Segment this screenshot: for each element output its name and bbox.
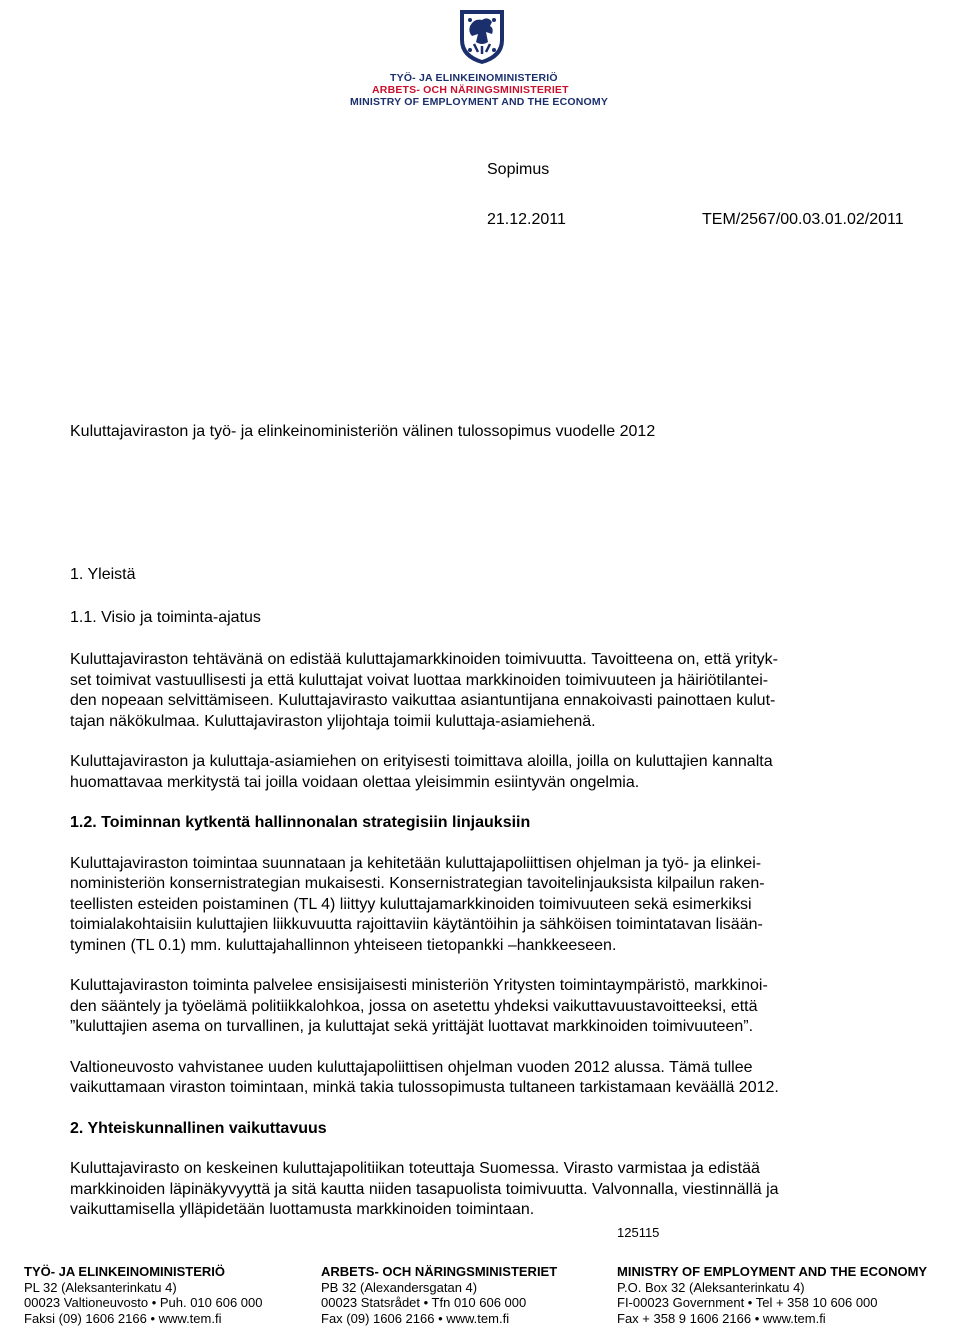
footer-sv-line: PB 32 (Alexandersgatan 4) [321,1279,478,1295]
text-line: den nopeaan selvittämiseen. Kuluttajavirasto vaikuttaa asiantuntijana ennakoivasti painottaen kulut- [70,692,776,709]
lion-coat-of-arms-icon [456,6,508,66]
heading-2: 2. Yhteiskunnallinen vaikuttavuus [70,1119,327,1137]
text-line: den sääntely ja työelämä politiikkalohkoa, jossa on asetettu yhdeksi vaikuttavuustavoitteeksi, että [70,997,758,1015]
text-line: Kuluttajaviraston toimintaa suunnataan ja kehitetään kuluttajapoliittisen ohjelman ja työ- ja elinkei- [70,854,762,872]
text-line: Valtioneuvosto vahvistanee uuden kuluttajapoliittisen ohjelman vuoden 2012 alussa. Tämä tullee [70,1058,753,1076]
text-line: toimialakohtaisiin kuluttajien liikkuvuutta rajoittaviin käytäntöihin ja sähköisen toimintatavan lisään- [70,916,763,933]
text-line: tyminen (TL 0.1) mm. kuluttajahallinnon yhteiseen tietopankki –hankkeeseen. [70,936,617,954]
text-line: markkinoiden läpinäkyvyyttä ja sitä kautta niiden tasapuolista toimivuutta. Valvonnalla, viestinnällä ja [70,1180,779,1198]
paragraph-1-2-c [70,1058,860,1099]
text-line: set toimivat vastuullisesti ja että kuluttajat voivat luottaa markkinoiden toimivuuteen ja häiriötilantei- [70,671,769,689]
text-line: vaikuttamisella ylläpidetään luottamusta markkinoiden toimintaan. [70,1201,535,1218]
page-number: 125115 [617,1225,660,1240]
heading-1-1: 1.1. Visio ja toiminta-ajatus [70,608,261,626]
footer-en-line: Fax + 358 9 1606 2166 • www.tem.fi [617,1310,826,1326]
text-line: noministeriön konsernistrategian mukaisesti. Konsernistrategian tavoitelinjauksista kilpailun raken- [70,875,765,892]
logo-line-fi: TYÖ- JA ELINKEINOMINISTERIÖ [390,72,558,84]
footer-en [617,1264,927,1326]
paragraph-1-1-a [70,650,860,732]
footer-fi [24,1264,263,1326]
footer-en-line: P.O. Box 32 (Aleksanterinkatu 4) [617,1279,805,1295]
paragraph-1-2-b [70,976,860,1038]
footer-sv-name: ARBETS- OCH NÄRINGSMINISTERIET [321,1264,558,1279]
heading-1: 1. Yleistä [70,566,136,583]
paragraph-2-a [70,1159,860,1221]
footer-sv-line: 00023 Statsrådet • Tfn 010 606 000 [321,1295,527,1311]
footer-en-line: FI-00023 Government • Tel + 358 10 606 000 [617,1295,878,1311]
document-title: Kuluttajaviraston ja työ- ja elinkeinoministeriön välinen tulossopimus vuodelle 2012 [70,423,656,440]
footer-fi-line: Faksi (09) 1606 2166 • www.tem.fi [24,1310,222,1326]
text-line: tajan näkökulmaa. Kuluttajaviraston ylijohtaja toimii kuluttaja-asiamiehenä. [70,712,596,730]
text-line: huomattavaa merkitystä tai joilla voidaan olettaa yleisimmin esiintyvän ongelmia. [70,773,640,791]
heading-1-2: 1.2. Toiminnan kytkentä hallinnonalan strategisiin linjauksiin [70,814,531,831]
paragraph-1-2-a [70,854,860,957]
text-line: Kuluttajaviraston ja kuluttaja-asiamiehen on erityisesti toimittava aloilla, joilla on kuluttajien kannalta [70,753,773,770]
document-type: Sopimus [487,161,550,178]
document-date: 21.12.2011 [487,211,566,228]
text-line: Kuluttajavirasto on keskeinen kuluttajapolitiikan toteuttaja Suomessa. Virasto varmistaa ja edistää [70,1160,760,1177]
text-line: Tavoitteena on, että yrityk- [591,651,778,668]
document-reference: TEM/2567/00.03.01.02/2011 [702,211,904,228]
text-line: ”kuluttajien asema on turvallinen, ja kuluttajat sekä yrittäjät luottavat markkinoiden toimivuuteen”. [70,1018,754,1035]
logo-line-en: MINISTRY OF EMPLOYMENT AND THE ECONOMY [350,96,609,108]
document-body [70,565,860,1221]
paragraph-1-1-b [70,752,860,793]
footer-fi-line: 00023 Valtioneuvosto • Puh. 010 606 000 [24,1295,263,1311]
footer-sv [321,1264,557,1326]
footer-en-name: MINISTRY OF EMPLOYMENT AND THE ECONOMY [617,1264,928,1279]
ministry-logo [348,6,610,108]
footer-sv-line: Fax (09) 1606 2166 • www.tem.fi [321,1310,510,1326]
footer-fi-name: TYÖ- JA ELINKEINOMINISTERIÖ [24,1264,226,1279]
text-line: Kuluttajaviraston tehtävänä on edistää kuluttajamarkkinoiden toimivuutta. [70,651,587,668]
footer-fi-line: PL 32 (Aleksanterinkatu 4) [24,1279,177,1295]
text-line: teellisten esteiden poistaminen (TL 4) liittyy kuluttajamarkkinoiden toimivuuteen sekä esimerkiksi [70,895,752,913]
text-line: vaikuttamaan viraston toimintaan, minkä takia tulossopimusta tultaneen tarkistamaan keväällä 2012. [70,1079,779,1096]
text-line: Kuluttajaviraston toiminta palvelee ensisijaisesti ministeriön Yritysten toimintaympäristö, markkinoi- [70,977,768,994]
logo-line-sv: ARBETS- OCH NÄRINGSMINISTERIET [372,84,569,96]
